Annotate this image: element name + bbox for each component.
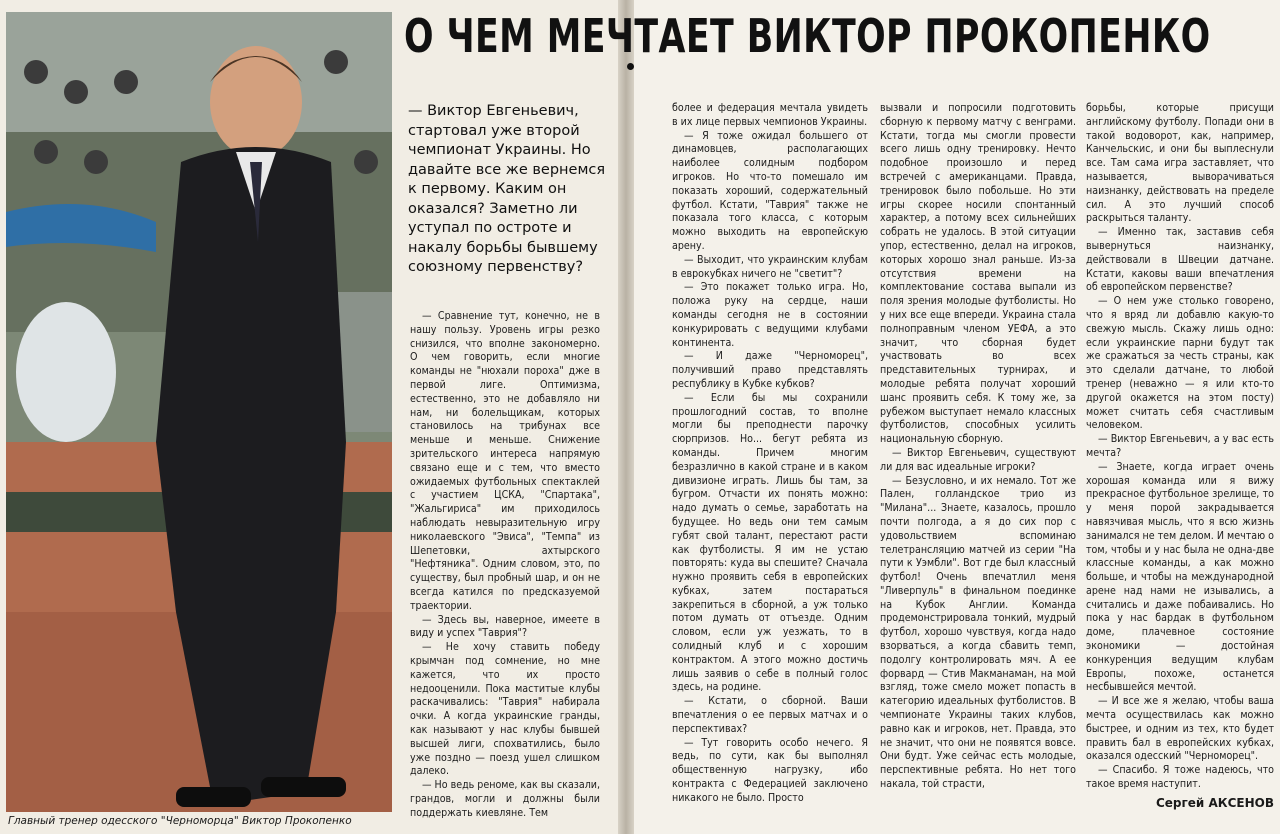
paragraph: — Выходит, что украинским клубам в еврокубках ничего не "светит"? <box>672 253 868 280</box>
paragraph: — Если бы мы сохранили прошлогодний состав, то вполне могли бы преподнести парочку сюрпризов. Но... бегут ребята из команды. Причем многим безразлично в какой стране и в каком дивизионе играть. Лишь бы там, за бугром. Отчасти их понять можно: надо думать о семье, заработать на будущее. Но ведь они тем самым губят свой талант, перестают расти как футболисты. Я им не устаю повторять: куда вы спешите? Сначала нужно проявить себя в европейских кубках, затем постараться закрепиться в сборной, а уж только потом думать от отъезде. Одним словом, если уж уезжать, то в солидный клуб и с хорошим контрактом. А этого можно достичь лишь заявив о себе в полный голос здесь, на родине. <box>672 391 868 694</box>
photo-caption: Главный тренер одесского "Черноморца" Виктор Прокопенко <box>8 815 352 827</box>
paragraph: — Безусловно, и их немало. Тот же Пален, голландское трио из "Милана"... Знаете, казалось, прошло почти полгода, а я до сих пор с удовольствием вспоминаю телетрансляцию матчей из серии "На пути к Уэмбли". Вот где был классный футбол! Очень впечатлил меня "Ливерпуль" в финальном поединке на Кубок Англии. Команда продемонстрировала тонкий, мудрый футбол, хорошо чувствуя, когда надо взорваться, а когда сбавить темп, подолгу контролировать мяч. А ее форвард — Стив Макманаман, на мой взгляд, тоже смело может попасть в категорию идеальных футболистов. В чемпионате Украины таких клубов, равно как и игроков, нет. Правда, это не значит, что они не появятся вовсе. Они будт. Уже сейчас есть молодые, перспективные ребята. Но нет того накала, той страсти, <box>880 474 1076 791</box>
author-byline: Сергей АКСЕНОВ <box>1155 796 1274 810</box>
paragraph: — Виктор Евгеньевич, существуют ли для вас идеальные игроки? <box>880 446 1076 473</box>
paragraph: — Это покажет только игра. Но, положа руку на сердце, наши команды сегодня не в состоянии конкурировать с ведущими клубами континента. <box>672 281 868 349</box>
paragraph: — Спасибо. Я тоже надеюсь, что такое время наступит. <box>1086 764 1274 791</box>
page-gutter <box>618 0 634 834</box>
article-headline: О ЧЕМ МЕЧТАЕТ ВИКТОР ПРОКОПЕНКО <box>404 9 1211 63</box>
paragraph: — Здесь вы, наверное, имеете в виду и успех "Таврия"? <box>410 613 600 640</box>
text-column-2 <box>672 102 868 806</box>
lead-question: — Виктор Евгеньевич, стартовал уже второй чемпионат Украины. Но давайте все же вернемся к первому. Каким он оказался? Заметно ли уступал по остроте и накалу борьбы бывшему союзному первенству? <box>408 103 606 275</box>
paragraph: — Сравнение тут, конечно, не в нашу пользу. Уровень игры резко снизился, что вполне закономерно. О чем говорить, если многие команды не "нюхали пороха" дже в первой лиге. Оптимизма, естественно, это не добавляло ни нам, ни болельщикам, которых становилось на трибунах все меньше и меньше. Снижение зрительского интереса напрямую связано еще и с тем, что вместо ожидаемых футбольных спектаклей с участием ЦСКА, "Спартака", "Жальгириса" им приходилось наблюдать невыразительную игру николаевского "Эвиса", "Темпа" из Шепетовки, ахтырского "Нефтяника". Одним словом, это, по существу, был пробный шар, и он не всегда катился по предсказуемой траектории. <box>410 310 600 612</box>
paragraph: — Я тоже ожидал большего от динамовцев, располагающих наиболее солидным подбором игроков. Но что-то помешало им показать хороший, содержательный футбол. Кстати, "Таврия" также не показала того класса, с которым можно выходить на европейскую арену. <box>672 129 868 252</box>
paragraph: более и федерация мечтала увидеть в их лице первых чемпионов Украины. <box>672 102 868 128</box>
paragraph: — Тут говорить особо нечего. Я ведь, по сути, как бы выполнял общественную нагрузку, ибо контракта с Федерацией заключено никакого не было. Просто <box>672 736 868 804</box>
paragraph: — Знаете, когда играет очень хорошая команда или я вижу прекрасное футбольное зрелище, то у меня порой закрадывается навязчивая мысль, что я всю жизнь занимался не тем делом. И мечтаю о том, чтобы и у нас была не одна-две классные команды, а как можно больше, и чтобы на международной арене над нами не изывались, а считались и даже побаивались. Но пока у нас бардак в футбольном доме, плачевное состояние экономики — достойная конкуренция ведущим клубам Европы, похоже, останется несбывшейся мечтой. <box>1086 460 1274 694</box>
text-column-4 <box>1086 102 1274 792</box>
paragraph: — Виктор Евгеньевич, а у вас есть мечта? <box>1086 433 1274 459</box>
paragraph: — И даже "Черноморец", получивший право представлять республику в Кубке кубков? <box>672 350 868 390</box>
title-bullet <box>627 63 634 70</box>
text-column-3 <box>880 102 1076 792</box>
paragraph: вызвали и попросили подготовить сборную к первому матчу с венграми. Кстати, тогда мы смогли провести всего лишь одну тренировку. Нечто подобное произошло и перед встречей с американцами. Правда, тренировок было побольше. Но эти игры скорее носили спонтанный характер, а потому всех сильнейших собрать не удалось. В этой ситуации упор, естественно, делал на игроков, которых хорошо знал раньше. Из-за отсутствия времени на комплектование состава выпали из поля зрения молодые футболисты. Но у них все еще впереди. Украина стала полноправным членом УЕФА, а это значит, что сборная будет участвовать во всех представительных турнирах, и молодые ребята получат хороший шанс проявить себя. К тому же, за рубежом выступает немало классных футболистов, способных усилить национальную сборную. <box>880 102 1076 446</box>
text-column-1 <box>410 310 600 820</box>
paragraph: — Именно так, заставив себя вывернуться наизнанку, действовали в Швеции датчане. Кстати, каковы ваши впечатления об европейском первенстве? <box>1086 226 1274 294</box>
paragraph: — Кстати, о сборной. Ваши впечатления о ее первых матчах и о перспективах? <box>672 695 868 735</box>
paragraph: — Но ведь реноме, как вы сказали, грандов, могли и должны были поддержать киевляне. Тем <box>410 779 600 819</box>
paragraph: — О нем уже столько говорено, что я вряд ли добавлю какую-то свежую мысль. Скажу лишь одно: если украинские парни будут так же сражаться за честь страны, как это сделали датчане, то любой тренер (неважно — я или кто-то другой окажется на этом посту) может считать себя счастливым человеком. <box>1086 295 1274 432</box>
coach-photo <box>6 12 392 812</box>
paragraph: борьбы, которые присущи английскому футболу. Попади они в такой водоворот, как, например, Канчельскис, и они бы выплеснули все. Там сама игра заставляет, что называется, выворачиваться наизнанку, действовать на пределе сил. А это лучший способ раскрыться таланту. <box>1086 102 1274 225</box>
paragraph: — Не хочу ставить победу крымчан под сомнение, но мне кажется, что их просто недооценили. Пока маститые клубы раскачивались: "Таврия" набирала очки. А когда украинские гранды, как называют у нас клубы бывшей высшей лиги, спохватились, было уже поздно — поезд ушел слишком далеко. <box>410 641 600 778</box>
paragraph: — И все же я желаю, чтобы ваша мечта осуществилась как можно быстрее, и одним из тех, кто будет править бал в европейских кубках, оказался одесский "Черноморец". <box>1086 695 1274 763</box>
